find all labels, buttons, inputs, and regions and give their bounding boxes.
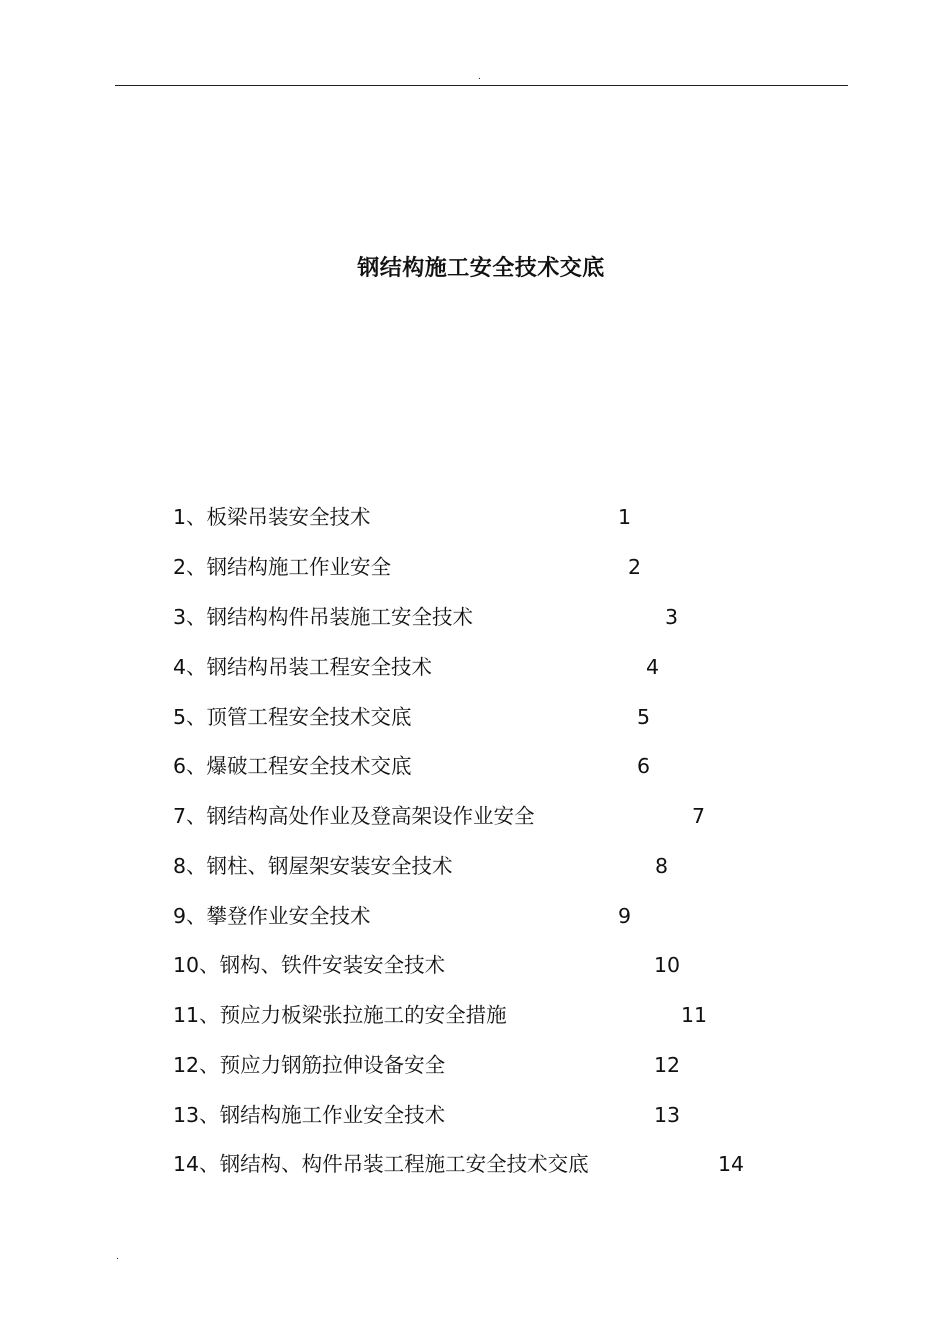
toc-entry-page: 11 [681,1003,708,1027]
toc-entry-label: 13、钢结构施工作业安全技术 [173,1103,446,1127]
toc-entry-page: 2 [628,555,642,579]
toc-entry-label: 7、钢结构高处作业及登高架设作业安全 [173,804,535,828]
toc-entry-page: 8 [655,854,669,878]
toc-entry-label: 8、钢柱、钢屋架安装安全技术 [173,854,453,878]
toc-entry-page: 5 [637,705,651,729]
toc-entry-label: 6、爆破工程安全技术交底 [173,754,412,778]
toc-entry-page: 13 [654,1103,681,1127]
toc-entry-page: 1 [618,505,632,529]
toc-entry-label: 4、钢结构吊装工程安全技术 [173,655,433,679]
toc-entry-page: 7 [692,804,706,828]
toc-entry-page: 3 [665,605,679,629]
toc-entry-label: 2、钢结构施工作业安全 [173,555,392,579]
toc-entry-page: 14 [718,1152,745,1176]
toc-entry-page: 4 [646,655,660,679]
document-title: 钢结构施工安全技术交底 [357,256,605,281]
footer-mark: . [116,1252,119,1262]
toc-entry-label: 14、钢结构、构件吊装工程施工安全技术交底 [173,1152,589,1176]
header-mark: . [478,72,481,82]
toc-entry-label: 12、预应力钢筋拉伸设备安全 [173,1053,446,1077]
toc-entry-page: 12 [654,1053,681,1077]
toc-entry-page: 6 [637,754,651,778]
toc-entry-label: 10、钢构、铁件安装安全技术 [173,953,446,977]
toc-entry-label: 9、攀登作业安全技术 [173,904,371,928]
toc-entry-page: 9 [618,904,632,928]
toc-entry-label: 11、预应力板梁张拉施工的安全措施 [173,1003,507,1027]
toc-entry-label: 1、板梁吊装安全技术 [173,505,371,529]
toc-entry-label: 3、钢结构构件吊装施工安全技术 [173,605,474,629]
toc-entry-label: 5、顶管工程安全技术交底 [173,705,412,729]
toc-entry-page: 10 [654,953,681,977]
